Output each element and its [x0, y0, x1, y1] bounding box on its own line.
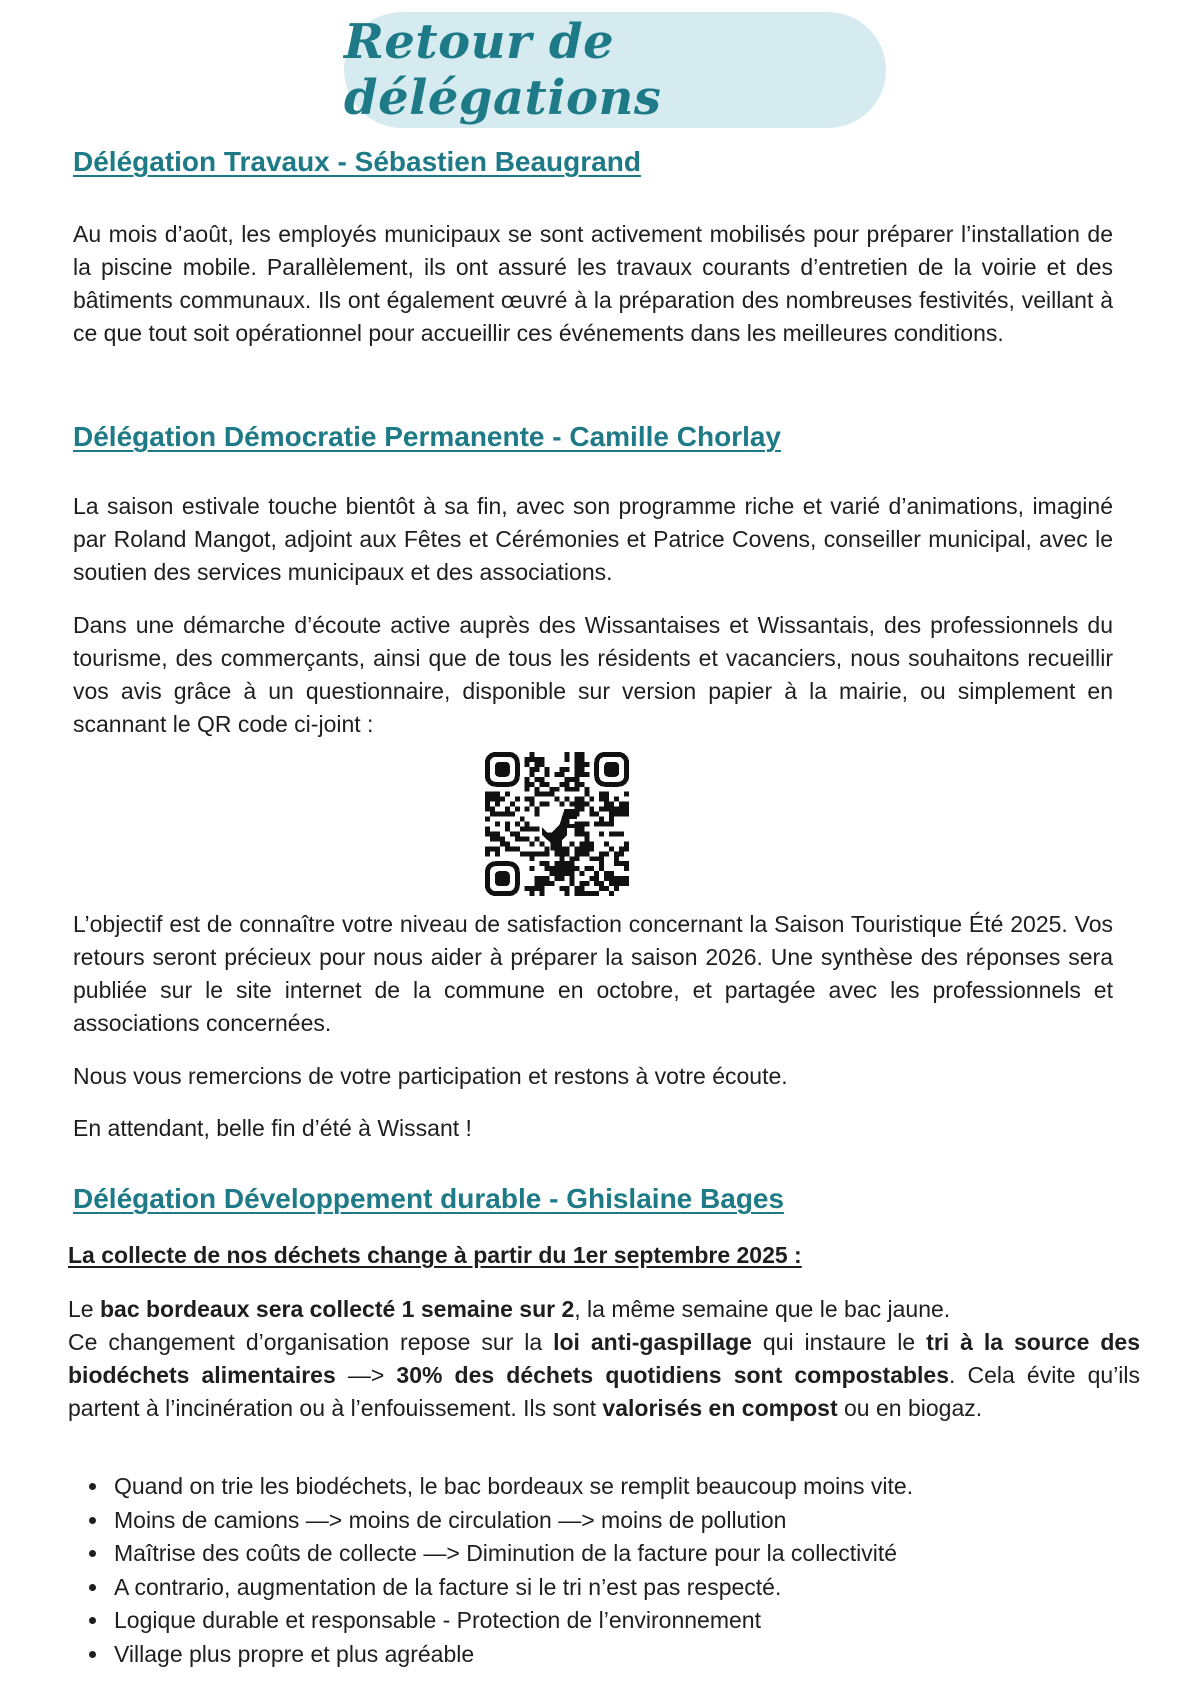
list-item: • Village plus propre et plus agréable — [110, 1638, 1180, 1672]
paragraph-bac-bordeaux: Le bac bordeaux sera collecté 1 semaine sur 2, la même semaine que le bac jaune. — [68, 1296, 951, 1322]
title-banner — [344, 12, 886, 128]
heading-democratie: Délégation Démocratie Permanente - Camille Chorlay — [73, 421, 781, 452]
heading-travaux: Délégation Travaux - Sébastien Beaugrand — [73, 146, 641, 177]
qr-code-icon[interactable] — [485, 752, 629, 896]
heading-developpement: Délégation Développement durable - Ghislaine Bages — [73, 1183, 785, 1214]
paragraph-objectif: L’objectif est de connaître votre niveau de satisfaction concernant la Saison Touristique Été 2025. Vos retours seront précieux pour nous aider à préparer la saison 2026. Une synthèse des réponses sera publiée sur le site internet de la commune en octobre, et partagée avec les professionnels et associations concernées. — [73, 911, 1113, 1036]
paragraph-loi: Ce changement d’organisation repose sur la loi anti-gaspillage qui instaure le tri à la source des biodéchets alimentaires —> 30% des déchets quotidiens sont compostables. Cela évite qu’ils partent à l’incinération ou à l’enfouissement. Ils sont valorisés en compost ou en biogaz. — [68, 1329, 1141, 1421]
paragraph-questionnaire: Dans une démarche d’écoute active auprès des Wissantaises et Wissantais, des professionnels du tourisme, des commerçants, ainsi que de tous les résidents et vacanciers, nous souhaitons recueillir vos avis grâce à un questionnaire, disponible sur version papier à la mairie, ou simplement en scannant le QR code ci-joint : — [73, 612, 1113, 737]
paragraph-saison: La saison estivale touche bientôt à sa fin, avec son programme riche et varié d’animations, imaginé par Roland Mangot, adjoint aux Fêtes et Cérémonies et Patrice Covens, conseiller municipal, avec le soutien des services municipaux et des associations. — [73, 493, 1113, 585]
list-item: • Quand on trie les biodéchets, le bac bordeaux se remplit beaucoup moins vite. — [110, 1470, 1180, 1504]
paragraph-fin-ete: En attendant, belle fin d’été à Wissant ! — [73, 1115, 472, 1141]
benefits-list — [68, 1470, 1180, 1671]
paragraph-remerciements: Nous vous remercions de votre participation et restons à votre écoute. — [73, 1063, 788, 1089]
list-item: • Maîtrise des coûts de collecte —> Diminution de la facture pour la collectivité — [110, 1537, 1180, 1571]
subheading-collecte: La collecte de nos déchets change à partir du 1er septembre 2025 : — [68, 1242, 802, 1268]
list-item: • A contrario, augmentation de la facture si le tri n’est pas respecté. — [110, 1571, 1180, 1605]
list-item: • Moins de camions —> moins de circulation —> moins de pollution — [110, 1504, 1180, 1538]
page-title: Retour de délégations — [344, 14, 662, 126]
paragraph-travaux: Au mois d’août, les employés municipaux se sont activement mobilisés pour préparer l’installation de la piscine mobile. Parallèlement, ils ont assuré les travaux courants d’entretien de la voirie et des bâtiments communaux. Ils ont également œuvré à la préparation des nombreuses festivités, veillant à ce que tout soit opérationnel pour accueillir ces événements dans les meilleures conditions. — [73, 221, 1113, 346]
list-item: • Logique durable et responsable - Protection de l’environnement — [110, 1604, 1180, 1638]
